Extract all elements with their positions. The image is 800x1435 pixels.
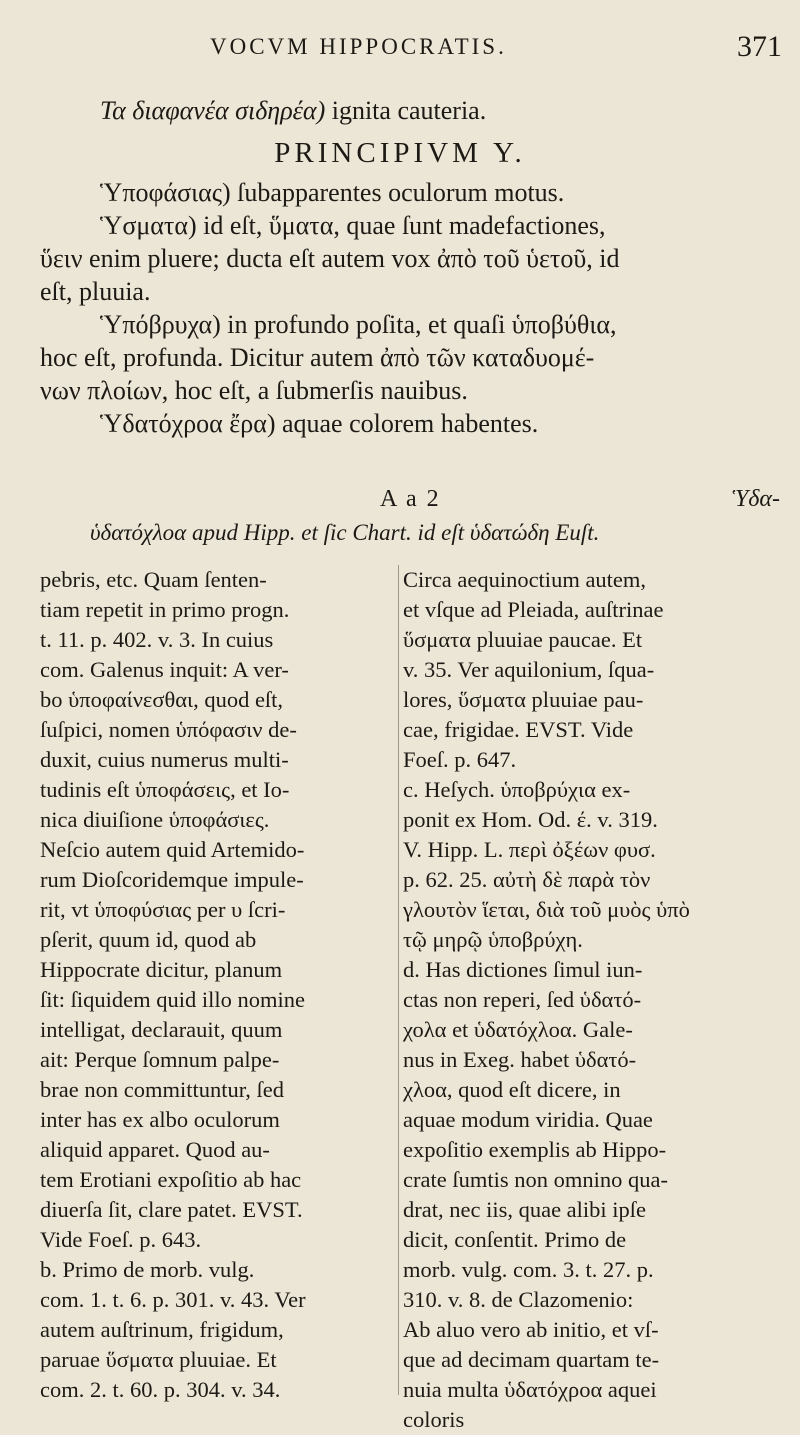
footnote-line: b. Primo de morb. vulg. bbox=[40, 1257, 255, 1282]
footnote-line: et vſque ad Pleiada, auſtrinae bbox=[403, 597, 664, 622]
footnote-line: duxit, cuius numerus multi- bbox=[40, 747, 289, 772]
footnote-line: ſuſpici, nomen ὑπόφασιν de- bbox=[40, 717, 297, 742]
footnote-line: com. 2. t. 60. p. 304. v. 34. bbox=[40, 1377, 281, 1402]
entry-line: νων πλοίων, hoc eſt, a ſubmerſis nauibus. bbox=[40, 376, 468, 405]
footnote-line: Vide Foeſ. p. 643. bbox=[40, 1227, 202, 1252]
entry-line: hoc eſt, profunda. Dicitur autem ἀπὸ τῶν καταδυομέ- bbox=[40, 343, 595, 372]
column-divider bbox=[398, 565, 399, 1395]
footnote-line: Foeſ. p. 647. bbox=[403, 747, 517, 772]
entry-line: Ὑποφάσιας) ſubapparentes oculorum motus. bbox=[100, 178, 565, 207]
footnote-line: autem auſtrinum, frigidum, bbox=[40, 1317, 284, 1342]
entry-line: Ὑδατόχροα ἔρα) aquae colorem habentes. bbox=[100, 409, 539, 438]
running-title: VOCVM HIPPOCRATIS. bbox=[210, 34, 507, 59]
footnote-line: morb. vulg. com. 3. t. 27. p. bbox=[403, 1257, 654, 1282]
footnote-line: ait: Perque ſomnum palpe- bbox=[40, 1047, 280, 1072]
footnote-line: χολα et ὑδατόχλοα. Gale- bbox=[403, 1017, 633, 1042]
footnote-line: tiam repetit in primo progn. bbox=[40, 597, 290, 622]
footnote-line: Circa aequinoctium autem, bbox=[403, 567, 647, 592]
footnote-line: ὕσματα pluuiae paucae. Et bbox=[403, 627, 643, 652]
footnote-line: diuerſa ſit, clare patet. EVST. bbox=[40, 1197, 303, 1222]
footnote-line: Neſcio autem quid Artemido- bbox=[40, 837, 305, 862]
footnote-line: drat, nec iis, quae alibi ipſe bbox=[403, 1197, 647, 1222]
entry-line: Ὑπόβρυχα) in profundo poſita, et quaſi ὑποβύθια, bbox=[100, 310, 617, 339]
footnote-line: inter has ex albo oculorum bbox=[40, 1107, 280, 1132]
section-heading: PRINCIPIVM Υ. bbox=[274, 137, 526, 169]
footnote-line: rit, vt ὑποφύσιας per υ ſcri- bbox=[40, 897, 286, 922]
signature-mark: A a 2 bbox=[380, 486, 441, 512]
footnote-line: pebris, etc. Quam ſenten- bbox=[40, 567, 267, 592]
footnote-line: ctas non reperi, ſed ὑδατό- bbox=[403, 987, 642, 1012]
footnote-line: v. 35. Ver aquilonium, ſqua- bbox=[403, 657, 655, 682]
footnote-line: aquae modum viridia. Quae bbox=[403, 1107, 653, 1132]
footnote-line: p. 62. 25. αὐτὴ δὲ παρὰ τὸν bbox=[403, 867, 651, 892]
footnote-line: γλουτὸν ἵεται, διὰ τοῦ μυὸς ὑπὸ bbox=[403, 897, 690, 922]
main-text bbox=[40, 94, 760, 440]
entry-line: eſt, pluuia. bbox=[40, 277, 151, 306]
footnote-line: nuia multa ὑδατόχροα aquei bbox=[403, 1377, 657, 1402]
footnote-line: paruae ὕσματα pluuiae. Et bbox=[40, 1347, 277, 1372]
greek-term: Τα διαφανέα σιδηρέα) bbox=[100, 96, 326, 125]
footnote-line: ponit ex Hom. Od. έ. v. 319. bbox=[403, 807, 658, 832]
footnote-line: aliquid apparet. Quod au- bbox=[40, 1137, 270, 1162]
footnote-line: que ad decimam quartam te- bbox=[403, 1347, 660, 1372]
footnote-line: Hippocrate dicitur, planum bbox=[40, 957, 283, 982]
variant-note: ὑδατόχλοα apud Hipp. et ſic Chart. id eſt ὑδατώδη Euſt. bbox=[90, 520, 600, 545]
entry-line: ὕειν enim pluere; ducta eſt autem vox ἀπὸ τοῦ ὑετοῦ, id bbox=[40, 244, 620, 273]
page-number: 371 bbox=[737, 30, 782, 63]
footnote-line: ſit: ſiquidem quid illo nomine bbox=[40, 987, 305, 1012]
footnote-line: nus in Exeg. habet ὑδατό- bbox=[403, 1047, 637, 1072]
footnote-line: V. Hipp. L. περὶ ὀξέων φυσ. bbox=[403, 837, 656, 862]
footnote-line: 310. v. 8. de Clazomenio: bbox=[403, 1287, 634, 1312]
footnote-line: dicit, conſentit. Primo de bbox=[403, 1227, 627, 1252]
footnote-line: t. 11. p. 402. v. 3. In cuius bbox=[40, 627, 274, 652]
footnote-column-right bbox=[403, 565, 763, 1435]
footnote-line: intelligat, declarauit, quum bbox=[40, 1017, 283, 1042]
footnote-line: c. Heſych. ὑποβρύχια ex- bbox=[403, 777, 631, 802]
footnote-line: nica diuiſione ὑποφάσιες. bbox=[40, 807, 270, 832]
footnote-line: rum Dioſcoridemque impule- bbox=[40, 867, 304, 892]
footnote-line: Ab aluo vero ab initio, et vſ- bbox=[403, 1317, 659, 1342]
footnote-line: crate ſumtis non omnino qua- bbox=[403, 1167, 668, 1192]
footnote-line: pſerit, quum id, quod ab bbox=[40, 927, 257, 952]
entry-line bbox=[40, 94, 760, 127]
latin-gloss: ignita cauteria. bbox=[325, 96, 487, 125]
catchword: Ὑδα- bbox=[732, 486, 780, 512]
footnote-line: expoſitio exemplis ab Hippo- bbox=[403, 1137, 667, 1162]
footnote-line: χλοα, quod eſt dicere, in bbox=[403, 1077, 621, 1102]
entry-line: Ὑσματα) id eſt, ὕματα, quae ſunt madefactiones, bbox=[100, 211, 606, 240]
footnote-line: d. Has dictiones ſimul iun- bbox=[403, 957, 643, 982]
footnote-line: cae, frigidae. EVST. Vide bbox=[403, 717, 634, 742]
footnote-line: bo ὑποφαίνεσθαι, quod eſt, bbox=[40, 687, 284, 712]
footnote-line: tem Erotiani expoſitio ab hac bbox=[40, 1167, 302, 1192]
footnote-line: com. 1. t. 6. p. 301. v. 43. Ver bbox=[40, 1287, 306, 1312]
footnote-line: brae non committuntur, ſed bbox=[40, 1077, 285, 1102]
footnote-line: com. Galenus inquit: A ver- bbox=[40, 657, 289, 682]
footnote-line: coloris bbox=[403, 1407, 465, 1432]
running-head bbox=[0, 30, 800, 70]
footnote-column-left bbox=[40, 565, 395, 1405]
footnote-line: lores, ὕσματα pluuiae pau- bbox=[403, 687, 644, 712]
footnote-line: τῷ μηρῷ ὑποβρύχη. bbox=[403, 927, 583, 952]
footnote-line: tudinis eſt ὑποφάσεις, et Io- bbox=[40, 777, 290, 802]
